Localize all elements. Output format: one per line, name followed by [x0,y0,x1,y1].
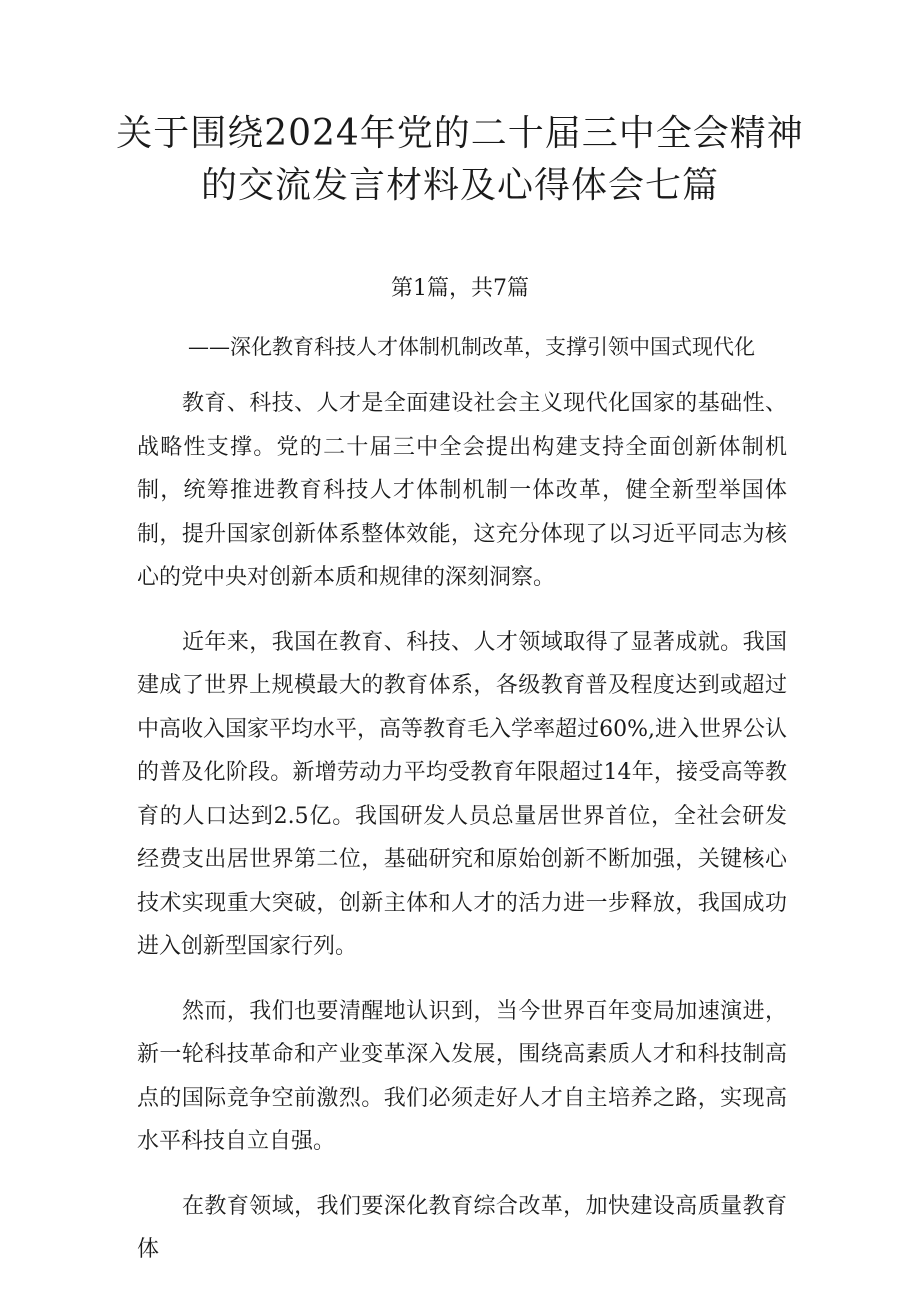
body-text [137,382,787,1293]
section-subtitle: ——深化教育科技人才体制机制改革，支撑引领中国式现代化 [188,335,755,359]
paragraph: 教育、科技、人才是全面建设社会主义现代化国家的基础性、战略性支撑。党的二十届三中全会提出构建支持全面创新体制机制，统筹推进教育科技人才体制机制一体改革，健全新型举国体制，提升国家创新体系整体效能，这充分体现了以习近平同志为核心的党中央对创新本质和规律的深刻洞察。 [137,391,787,590]
document-title [80,108,840,212]
title-line-1: 关于围绕2024年党的二十届三中全会精神 [116,113,804,154]
paragraph: 然而，我们也要清醒地认识到，当今世界百年变局加速演进，新一轮科技革命和产业变革深入发展，围绕高素质人才和科技制高点的国际竞争空前激烈。我们必须走好人才自主培养之路，实现高水平科技自立自强。 [137,998,787,1154]
chapter-heading: 第1篇，共7篇 [391,276,529,301]
paragraph: 在教育领域，我们要深化教育综合改革，加快建设高质量教育体 [137,1193,787,1262]
paragraph: 近年来，我国在教育、科技、人才领域取得了显著成就。我国建成了世界上规模最大的教育体系，各级教育普及程度达到或超过中高收入国家平均水平，高等教育毛入学率超过60%,进入世界公认的普及化阶段。新增劳动力平均受教育年限超过14年，接受高等教育的人口达到2.5亿。我国研发人员总量居世界首位，全社会研发经费支出居世界第二位，基础研究和原始创新不断加强，关键核心技术实现重大突破，创新主体和人才的活力进一步释放，我国成功进入创新型国家行列。 [137,629,787,959]
title-line-2: 的交流发言材料及心得体会七篇 [200,165,719,206]
